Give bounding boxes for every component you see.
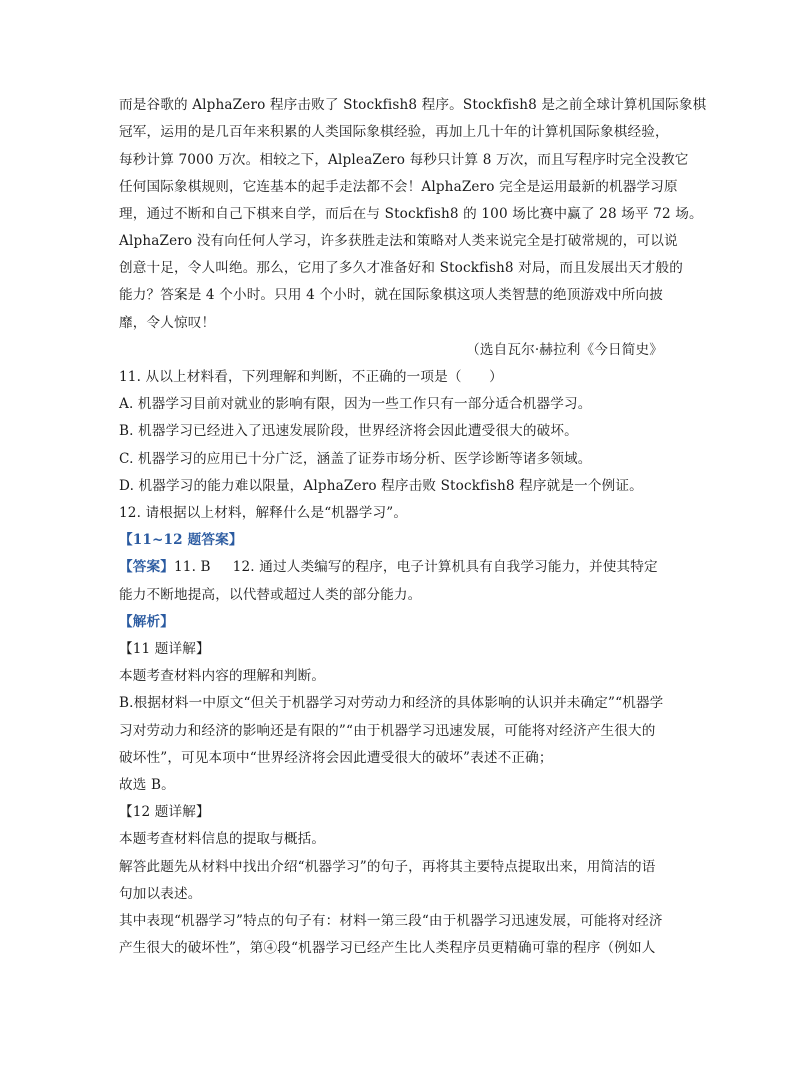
passage-line: 而是谷歌的 AlphaZero 程序击败了 Stockfish8 程序。Stockfish8 是之前全球计算机国际象棋 bbox=[119, 97, 707, 113]
detail-11-line: 习对劳动力和经济的影响还是有限的”“由于机器学习迅速发展，可能将对经济产生很大的 bbox=[119, 723, 656, 739]
analysis-tag: 【解析】 bbox=[119, 614, 174, 630]
detail-11-line: 故选 B。 bbox=[119, 777, 175, 793]
detail-11-line: 本题考查材料内容的理解和判断。 bbox=[119, 668, 326, 684]
passage-line: 任何国际象棋规则，它连基本的起手走法都不会！AlphaZero 完全是运用最新的机器学习原 bbox=[119, 179, 678, 195]
passage-line: 创意十足，令人叫绝。那么，它用了多久才准备好和 Stockfish8 对局，而且发展出天才般的 bbox=[119, 260, 684, 276]
detail-12-line: 解答此题先从材料中找出介绍“机器学习”的句子，再将其主要特点提取出来，用简洁的语 bbox=[119, 859, 656, 875]
passage-line: AlphaZero 没有向任何人学习，许多获胜走法和策略对人类来说完全是打破常规的，可以说 bbox=[119, 233, 678, 249]
question-11-stem: 11. 从以上材料看，下列理解和判断，不正确的一项是（ ） bbox=[119, 369, 503, 385]
option-d: D. 机器学习的能力难以限量，AlphaZero 程序击败 Stockfish8 程序就是一个例证。 bbox=[119, 478, 643, 494]
answer-11: 11. B bbox=[173, 559, 211, 575]
detail-11-line: B.根据材料一中原文“但关于机器学习对劳动力和经济的具体影响的认识并未确定”“机器学 bbox=[119, 695, 664, 711]
option-a: A. 机器学习目前对就业的影响有限，因为一些工作只有一部分适合机器学习。 bbox=[119, 396, 592, 412]
passage-line: 冠军，运用的是几百年来积累的人类国际象棋经验，再加上几十年的计算机国际象棋经验， bbox=[119, 124, 669, 140]
detail-11-tag: 【11 题详解】 bbox=[119, 641, 210, 657]
passage-line: 能力？答案是 4 个小时。只用 4 个小时，就在国际象棋这项人类智慧的绝顶游戏中所向披 bbox=[119, 287, 663, 303]
detail-12-line: 句加以表述。 bbox=[119, 886, 202, 902]
question-12-stem: 12. 请根据以上材料，解释什么是“机器学习”。 bbox=[119, 505, 408, 521]
passage-line: 每秒计算 7000 万次。相较之下，AlpleaZero 每秒只计算 8 万次，而且写程序时完全没教它 bbox=[119, 152, 689, 168]
option-b: B. 机器学习已经进入了迅速发展阶段，世界经济将会因此遭受很大的破坏。 bbox=[119, 423, 578, 439]
answer-tag: 【答案】 bbox=[119, 559, 174, 575]
answer-header: 【11~12 题答案】 bbox=[119, 532, 243, 548]
detail-12-tag: 【12 题详解】 bbox=[119, 804, 210, 820]
option-c: C. 机器学习的应用已十分广泛，涵盖了证券市场分析、医学诊断等诸多领域。 bbox=[119, 451, 592, 467]
passage-line: 靡，令人惊叹！ bbox=[119, 315, 216, 331]
source-citation: （选自瓦尔·赫拉利《今日简史》 bbox=[466, 342, 663, 358]
detail-12-line: 其中表现“机器学习”特点的句子有：材料一第三段“由于机器学习迅速发展，可能将对经济 bbox=[119, 913, 663, 929]
answer-12-continued: 能力不断地提高，以代替或超过人类的部分能力。 bbox=[119, 587, 422, 603]
answer-line bbox=[119, 557, 679, 577]
detail-11-line: 破坏性”，可见本项中“世界经济将会因此遭受很大的破坏”表述不正确； bbox=[119, 750, 553, 766]
detail-12-line: 本题考查材料信息的提取与概括。 bbox=[119, 831, 326, 847]
answer-12: 12. 通过人类编写的程序，电子计算机具有自我学习能力，并使其特定 bbox=[232, 559, 658, 575]
passage-line: 理，通过不断和自己下棋来自学，而后在与 Stockfish8 的 100 场比赛中赢了 28 场平 72 场。 bbox=[119, 206, 703, 222]
detail-12-line: 产生很大的破坏性”，第④段“机器学习已经产生比人类程序员更精确可靠的程序（例如人 bbox=[119, 940, 656, 956]
